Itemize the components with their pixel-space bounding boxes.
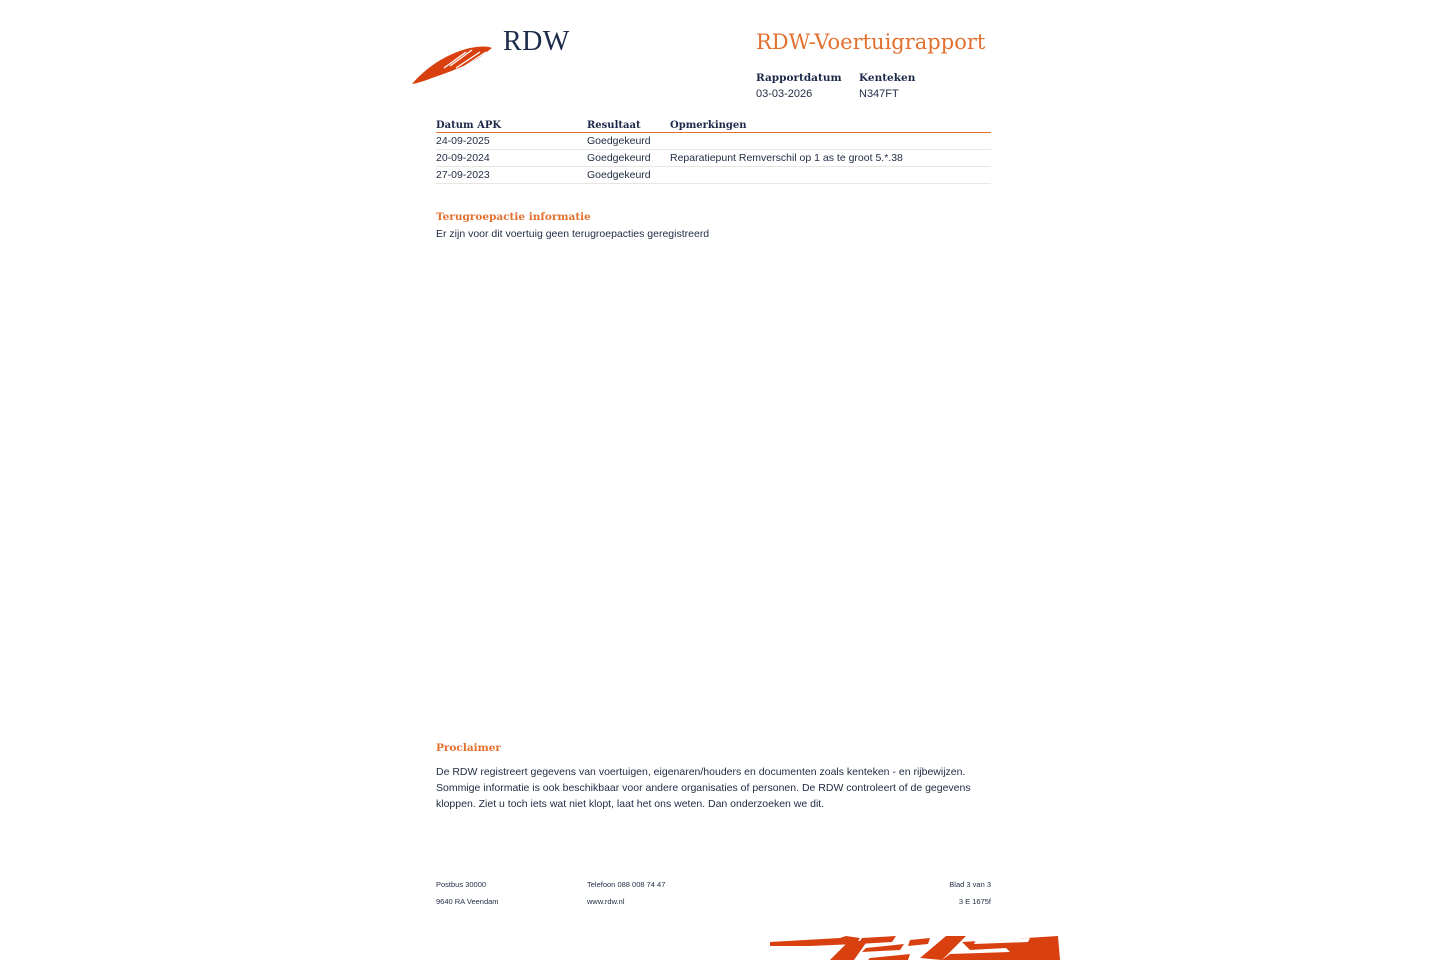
table-row xyxy=(436,133,991,150)
cell-result: Goedgekeurd xyxy=(587,167,670,184)
proclaimer-heading: Proclaimer xyxy=(436,742,501,754)
rapportdatum-label: Rapportdatum xyxy=(756,72,842,84)
rapportdatum-value: 03-03-2026 xyxy=(756,88,813,100)
cell-date: 24-09-2025 xyxy=(436,133,587,150)
cell-result: Goedgekeurd xyxy=(587,133,670,150)
report-title: RDW-Voertuigrapport xyxy=(756,30,986,54)
header-opmerkingen: Opmerkingen xyxy=(670,118,991,133)
footer-page-number: Blad 3 van 3 xyxy=(949,880,991,889)
footer-website-link[interactable]: www.rdw.nl xyxy=(587,897,625,906)
proclaimer-line: De RDW registreert gegevens van voertuigen, eigenaren/houders en documenten zoals kenteken - en rijbewijzen. xyxy=(436,766,966,778)
kenteken-value: N347FT xyxy=(859,88,899,100)
footer-telefoon: Telefoon 088 008 74 47 xyxy=(587,880,666,889)
footer-code: 3 E 1675f xyxy=(958,897,991,906)
rapportdatum-block xyxy=(756,72,842,100)
rdw-wing-logo-icon xyxy=(410,40,494,86)
cell-result: Goedgekeurd xyxy=(587,150,670,167)
header-resultaat: Resultaat xyxy=(587,118,670,133)
rdw-stripes-graphic-icon xyxy=(770,932,1060,960)
header-datum-apk: Datum APK xyxy=(436,118,587,133)
recall-heading: Terugroepactie informatie xyxy=(436,211,591,223)
apk-table xyxy=(436,118,991,184)
footer-postbus: Postbus 30000 xyxy=(436,880,487,889)
recall-text: Er zijn voor dit voertuig geen terugroepacties geregistreerd xyxy=(436,228,710,240)
table-row xyxy=(436,167,991,184)
kenteken-label: Kenteken xyxy=(859,72,916,84)
proclaimer-text xyxy=(436,764,996,812)
logo-text: RDW xyxy=(503,26,570,57)
kenteken-block xyxy=(859,72,915,100)
cell-remarks xyxy=(670,167,991,184)
proclaimer-line: kloppen. Ziet u toch iets wat niet klopt, laat het ons weten. Dan onderzoeken we dit. xyxy=(436,798,825,810)
table-header-row xyxy=(436,118,991,133)
cell-remarks xyxy=(670,133,991,150)
cell-remarks: Reparatiepunt Remverschil op 1 as te groot 5.*.38 xyxy=(670,150,991,167)
table-row xyxy=(436,150,991,167)
footer-city: 9640 RA Veendam xyxy=(436,897,499,906)
cell-date: 20-09-2024 xyxy=(436,150,587,167)
proclaimer-line: Sommige informatie is ook beschikbaar voor andere organisaties of personen. De RDW controleert of de gegevens xyxy=(436,782,971,794)
cell-date: 27-09-2023 xyxy=(436,167,587,184)
